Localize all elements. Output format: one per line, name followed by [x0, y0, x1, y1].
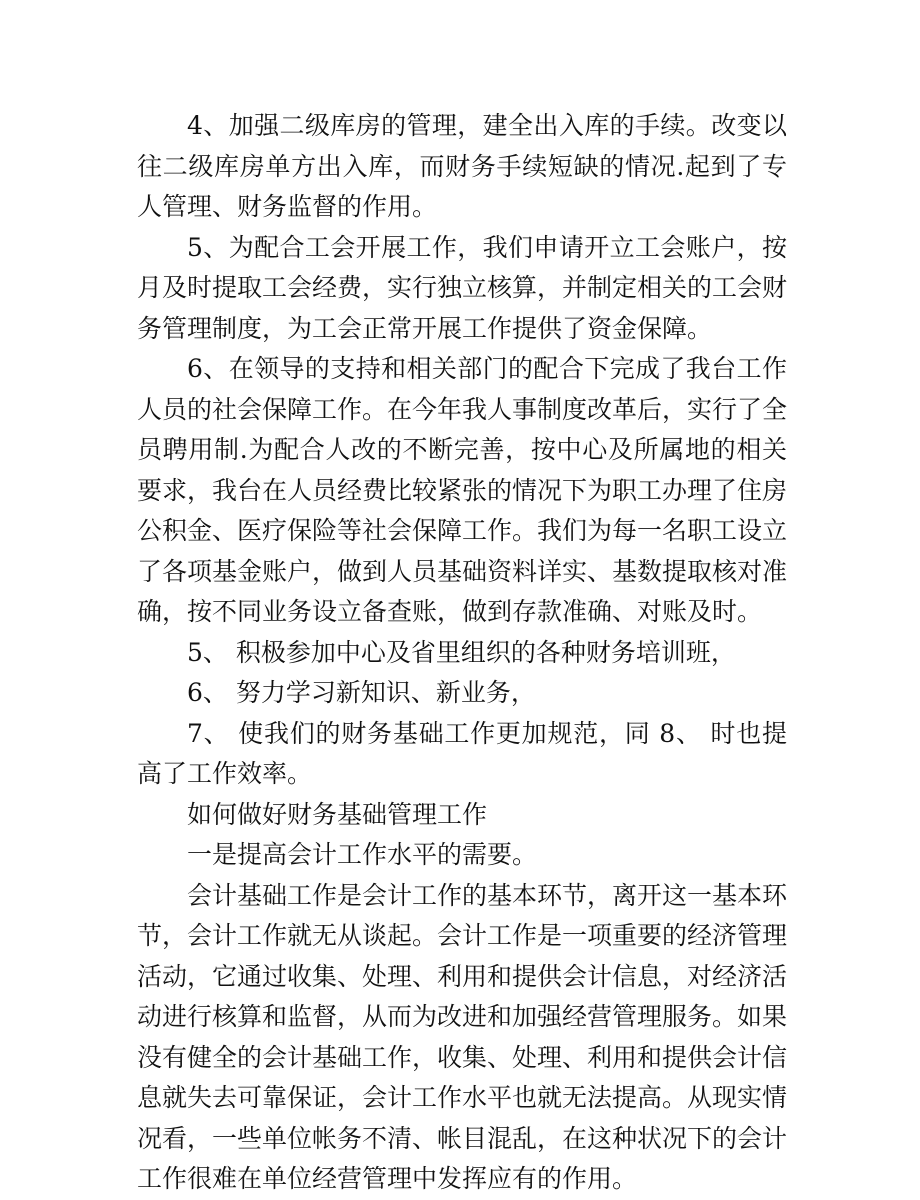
- paragraph-accounting-basics: 会计基础工作是会计工作的基本环节，离开这一基本环节，会计工作就无从谈起。会计工作是一项重要的经济管理活动，它通过收集、处理、利用和提供会计信息，对经济活动进行核算和监督，从而为改进和加强经营管理服务。如果没有健全的会计基础工作，收集、处理、利用和提供会计信息就失去可靠保证，会计工作水平也就无法提高。从现实情况看，一些单位帐务不清、帐目混乱，在这种状况下的会计工作很难在单位经营管理中发挥应有的作用。: [137, 880, 788, 1193]
- paragraph-item-5: 5、为配合工会开展工作，我们申请开立工会账户，按月及时提取工会经费，实行独立核算，并制定相关的工会财务管理制度，为工会正常开展工作提供了资金保障。: [137, 232, 788, 343]
- list-item-learning: 6、 努力学习新知识、新业务，: [187, 678, 536, 707]
- list-item-training: 5、 积极参加中心及省里组织的各种财务培训班，: [187, 637, 736, 667]
- section-subheading: 一是提高会计工作水平的需要。: [187, 840, 538, 869]
- section-heading: 如何做好财务基础管理工作: [187, 799, 488, 829]
- paragraph-item-6: 6、在领导的支持和相关部门的配合下完成了我台工作人员的社会保障工作。在今年我人事制度改革后，实行了全员聘用制.为配合人改的不断完善，按中心及所属地的相关要求，我台在人员经费比较紧张的情况下为职工办理了住房公积金、医疗保险等社会保障工作。我们为每一名职工设立了各项基金账户，做到人员基础资料详实、基数提取核对准确，按不同业务设立备查账，做到存款准确、对账及时。: [137, 354, 788, 626]
- document-body: [137, 106, 787, 1200]
- paragraph-item-4: 4、加强二级库房的管理，建全出入库的手续。改变以往二级库房单方出入库，而财务手续短缺的情况.起到了专人管理、财务监督的作用。: [137, 111, 787, 221]
- list-item-standardize: 7、 使我们的财务基础工作更加规范，同 8、 时也提高了工作效率。: [137, 718, 787, 788]
